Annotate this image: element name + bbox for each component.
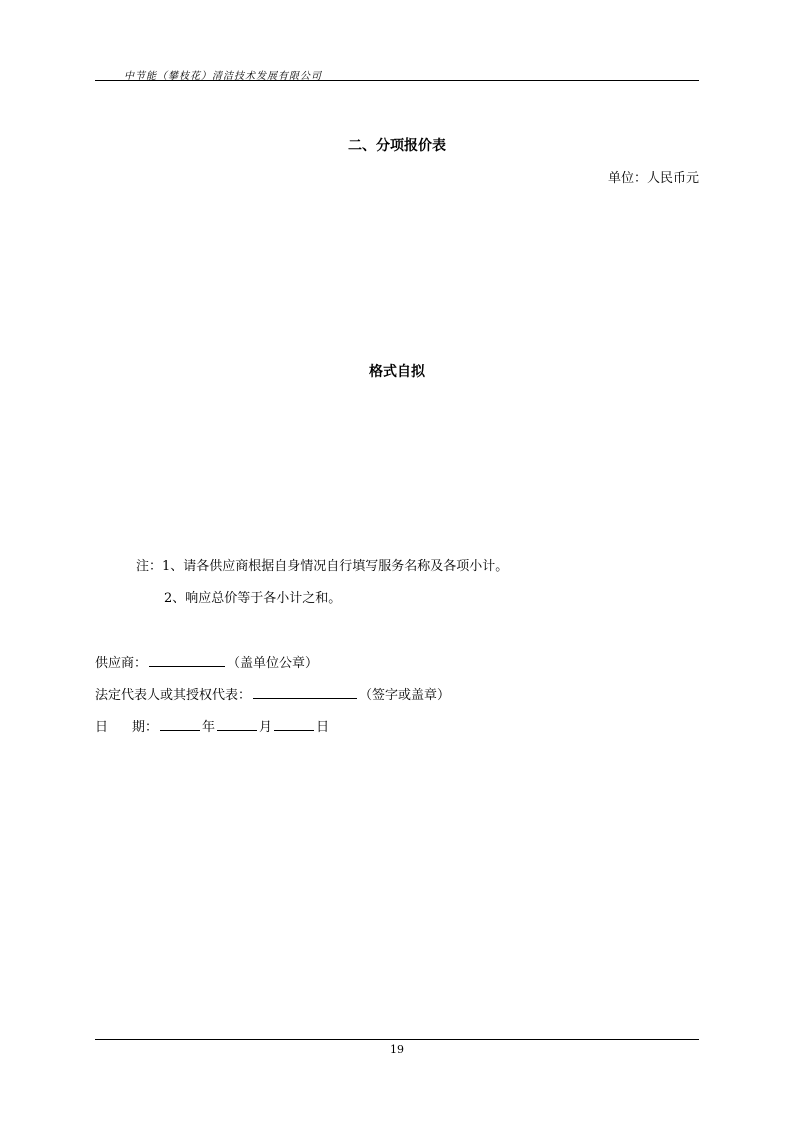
note-2: 2、响应总价等于各小计之和。 — [164, 591, 342, 606]
month-blank[interactable] — [217, 718, 257, 731]
supplier-line — [95, 652, 318, 671]
representative-hint: （签字或盖章） — [359, 688, 451, 703]
day-label: 日 — [316, 720, 330, 735]
representative-line — [95, 684, 450, 703]
header-divider — [95, 80, 699, 81]
day-blank[interactable] — [274, 718, 314, 731]
supplier-hint: （盖单位公章） — [227, 656, 319, 671]
representative-label: 法定代表人或其授权代表： — [95, 688, 252, 703]
note-1: 注：1、请各供应商根据自身情况自行填写服务名称及各项小计。 — [136, 559, 509, 574]
page-number: 19 — [390, 1043, 404, 1056]
supplier-label: 供应商： — [95, 656, 148, 671]
currency-unit: 单位：人民币元 — [607, 171, 699, 186]
supplier-blank[interactable] — [149, 654, 225, 667]
date-label-1: 日 — [95, 720, 109, 735]
year-label: 年 — [202, 720, 216, 735]
footer-divider — [95, 1039, 699, 1040]
year-blank[interactable] — [160, 718, 200, 731]
date-line — [95, 716, 329, 735]
month-label: 月 — [259, 720, 273, 735]
representative-blank[interactable] — [253, 686, 357, 699]
section-title: 二、分项报价表 — [348, 138, 446, 154]
date-label-2: 期： — [132, 720, 159, 735]
document-header: 中节能（攀枝花）清洁技术发展有限公司 — [124, 71, 322, 82]
format-placeholder: 格式自拟 — [369, 364, 425, 380]
